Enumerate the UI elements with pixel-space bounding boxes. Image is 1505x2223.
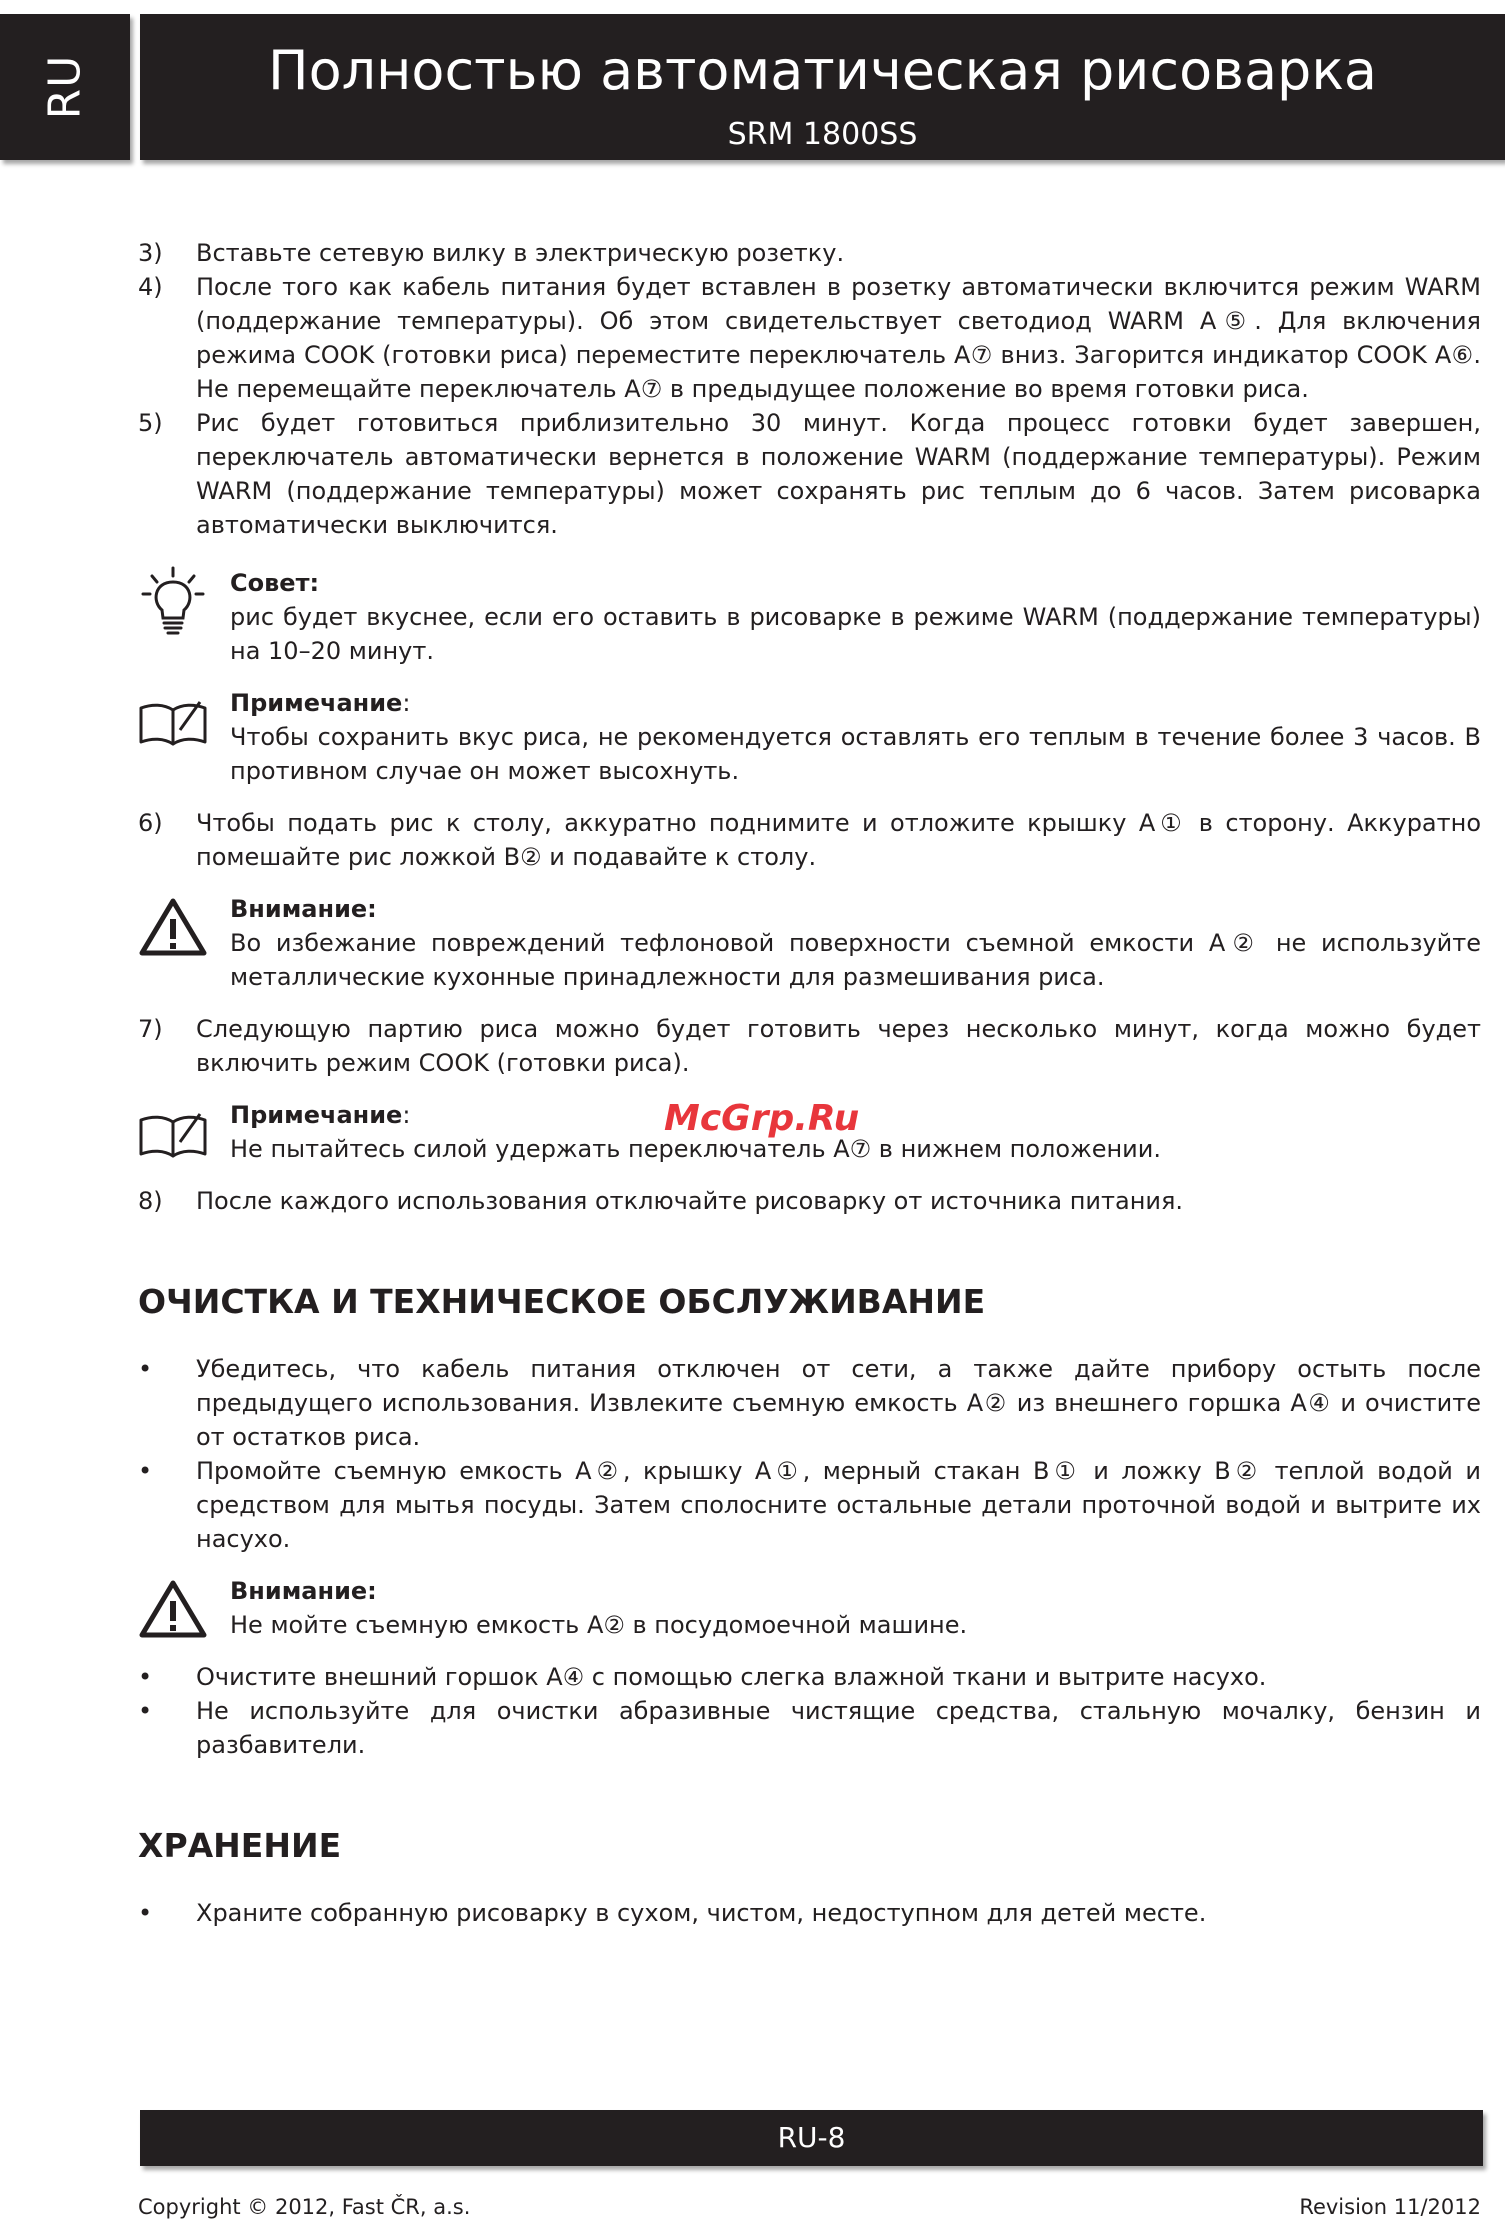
list-item-text: Промойте съемную емкость A②, крышку A①, мерный стакан B① и ложку B② теплой водой и средством для мытья посуды. Затем сполосните остальные детали проточной водой и вытрите их насухо.: [196, 1457, 1481, 1553]
note-heading: Примечание: [230, 1101, 403, 1129]
language-code: RU: [39, 54, 91, 120]
warning-callout: [138, 1574, 1481, 1642]
warning-heading: Внимание:: [230, 1577, 377, 1605]
tip-callout: [138, 566, 1481, 668]
note-heading: Примечание: [230, 689, 403, 717]
step-text: После каждого использования отключайте рисоварку от источника питания.: [196, 1187, 1184, 1215]
step-3: [138, 236, 1481, 270]
bullet: •: [138, 1697, 153, 1725]
tip-text: рис будет вкуснее, если его оставить в рисоварке в режиме WARM (поддержание температуры) на 10–20 минут.: [230, 603, 1481, 665]
open-book-icon: [138, 688, 208, 758]
warning-icon: [138, 1574, 208, 1644]
revision: Revision 11/2012: [1299, 2195, 1481, 2219]
note-colon: :: [402, 1101, 411, 1129]
warning-icon: [138, 892, 208, 962]
copyright: Copyright © 2012, Fast ČR, a.s.: [138, 2195, 471, 2219]
step-number: 3): [138, 239, 163, 267]
bullet: •: [138, 1663, 153, 1691]
tip-heading: Совет:: [230, 569, 320, 597]
open-book-icon: [138, 1100, 208, 1170]
note-text: Не пытайтесь силой удержать переключатель A⑦ в нижнем положении.: [230, 1135, 1161, 1163]
bullet: •: [138, 1899, 153, 1927]
list-item-text: Не используйте для очистки абразивные чистящие средства, стальную мочалку, бензин и разбавители.: [196, 1697, 1481, 1759]
warning-callout: [138, 892, 1481, 994]
note-text: Чтобы сохранить вкус риса, не рекомендуется оставлять его теплым в течение более 3 часов. В противном случае он может высохнуть.: [230, 723, 1481, 785]
step-number: 4): [138, 273, 163, 301]
warning-text: Не мойте съемную емкость A② в посудомоечной машине.: [230, 1611, 968, 1639]
step-number: 5): [138, 409, 163, 437]
page-number-bar: [140, 2110, 1483, 2166]
page-number: RU-8: [777, 2121, 846, 2154]
list-item-text: Убедитесь, что кабель питания отключен от сети, а также дайте прибору остыть после предыдущего использования. Извлеките съемную емкость A② из внешнего горшка A④ и очистите от остатков риса.: [196, 1355, 1481, 1451]
watermark: McGrp.Ru: [664, 1098, 860, 1139]
lightbulb-icon: [138, 566, 208, 636]
step-number: 7): [138, 1015, 163, 1043]
list-item: [138, 1352, 1481, 1454]
step-text: Следующую партию риса можно будет готовить через несколько минут, когда можно будет включить режим COOK (готовки риса).: [196, 1015, 1481, 1077]
step-text: Чтобы подать рис к столу, аккуратно поднимите и отложите крышку A① в сторону. Аккуратно помешайте рис ложкой B② и подавайте к столу.: [196, 809, 1481, 871]
content: [138, 236, 1481, 1930]
step-7: [138, 1012, 1481, 1080]
note-callout: [138, 686, 1481, 788]
step-text: После того как кабель питания будет вставлен в розетку автоматически включится режим WARM (поддержание температуры). Об этом свидетельствует светодиод WARM A⑤. Для включения режима COOK (готовки риса) переместите переключатель A⑦ вниз. Загорится индикатор COOK A⑥. Не перемещайте переключатель A⑦ в предыдущее положение во время готовки риса.: [196, 273, 1481, 403]
bullet: •: [138, 1457, 153, 1485]
step-8: [138, 1184, 1481, 1218]
model-number: SRM 1800SS: [727, 117, 918, 152]
list-item: [138, 1454, 1481, 1556]
warning-text: Во избежание повреждений тефлоновой поверхности съемной емкости A② не используйте металлические кухонные принадлежности для размешивания риса.: [230, 929, 1481, 991]
language-tab: [0, 14, 130, 160]
note-colon: :: [402, 689, 411, 717]
step-text: Рис будет готовиться приблизительно 30 минут. Когда процесс готовки будет завершен, переключатель автоматически вернется в положение WARM (поддержание температуры). Режим WARM (поддержание температуры) может сохранять рис теплым до 6 часов. Затем рисоварка автоматически выключится.: [196, 409, 1481, 539]
list-item-text: Храните собранную рисоварку в сухом, чистом, недоступном для детей месте.: [196, 1899, 1207, 1927]
storage-heading: ХРАНЕНИЕ: [138, 1826, 342, 1865]
step-6: [138, 806, 1481, 874]
step-5: [138, 406, 1481, 542]
cleaning-heading: ОЧИСТКА И ТЕХНИЧЕСКОЕ ОБСЛУЖИВАНИЕ: [138, 1282, 986, 1321]
step-4: [138, 270, 1481, 406]
page-title: Полностью автоматическая рисоварка: [267, 39, 1378, 102]
warning-heading: Внимание:: [230, 895, 377, 923]
step-number: 6): [138, 809, 163, 837]
title-bar: [140, 14, 1505, 160]
step-number: 8): [138, 1187, 163, 1215]
list-item-text: Очистите внешний горшок A④ с помощью слегка влажной ткани и вытрите насухо.: [196, 1663, 1267, 1691]
list-item: [138, 1896, 1481, 1930]
list-item: [138, 1660, 1481, 1694]
list-item: [138, 1694, 1481, 1762]
bullet: •: [138, 1355, 153, 1383]
step-text: Вставьте сетевую вилку в электрическую розетку.: [196, 239, 845, 267]
